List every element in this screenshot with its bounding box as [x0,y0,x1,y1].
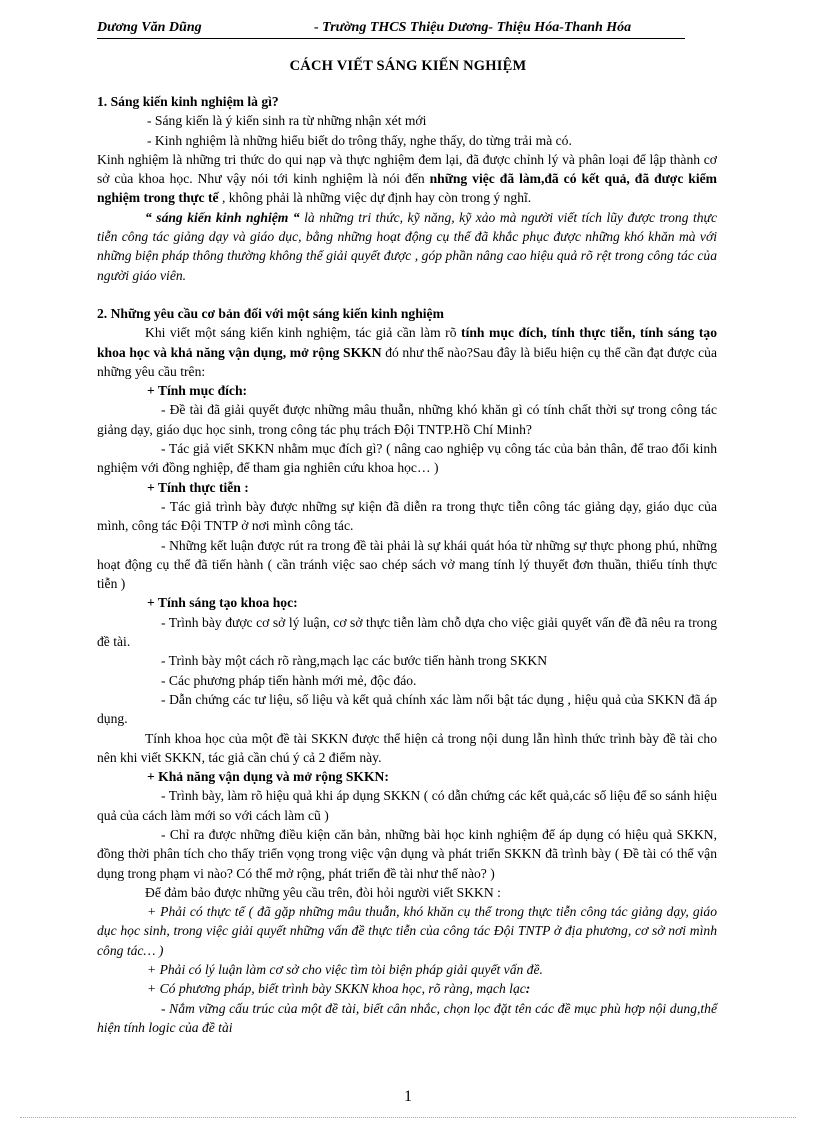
heading-tinh-thuc-tien: + Tính thực tiễn : [147,479,249,495]
section-1-heading: 1. Sáng kiến kinh nghiệm là gì? [97,94,279,109]
st-item-2: - Trình bày một cách rõ ràng,mạch lạc các bước tiến hành trong SKKN [161,653,548,669]
s2-intro [97,323,717,381]
s1-p1-bold: những việc đã làm,đã có kết quả, đã được kiểm nghiệm trong thực tế [97,171,718,206]
s1-p1-a: Kinh nghiệm là những tri thức do qui nạp và thực nghiệm đem lại, đã được chỉnh lý và phân loại để lập thành cơ sở của khoa học. Như vậy nói tới kinh nghiệm là nói đến [97,151,717,187]
document-body [97,92,717,1037]
tt-item-2: - Những kết luận được rút ra trong đề tài phải là sự khái quát hóa từ những sự thực phong phú, những hoạt động cụ thể đã tiến hành ( cần tránh việc sao chép sách vở mang tính lý thuyết đơn thuần, thiếu tính thực tiễn ) [97,537,717,592]
s2-intro-c: đó như thế nào?Sau đây là biểu hiện cụ thể cần đạt được của những yêu cầu trên: [97,344,717,379]
header-author: Dương Văn Dũng [97,20,202,35]
requirement-3-detail: - Nắm vững cấu trúc của một đề tài, biết cân nhắc, chọn lọc đặt tên các đề mục phù hợp nội dung,thể hiện tính logic của đề tài [97,1000,717,1035]
section-2-heading: 2. Những yêu cầu cơ bản đối với một sáng kiến kinh nghiệm [97,305,444,321]
vd-item-1: - Trình bày, làm rõ hiệu quả khi áp dụng SKKN ( có dẫn chứng các kết quả,các số liệu để so sánh hiệu quả của cách làm mới so với cách làm cũ ) [97,788,717,823]
spacer [97,285,717,304]
requirement-2: + Phải có lý luận làm cơ sở cho việc tìm tòi biện pháp giải quyết vấn đề. [147,962,543,978]
document-title: CÁCH VIẾT SÁNG KIẾN NGHIỆM [289,58,527,74]
requirements-intro: Để đảm bảo được những yêu cầu trên, đòi hỏi người viết SKKN : [145,884,501,900]
requirement-1: + Phải có thực tế ( đã gặp những mâu thuẫn, khó khăn cụ thể trong thực tiễn công tác giảng dạy, giáo dục học sinh, trong việc giải quyết những vấn đề thực tiễn của công tác Đội TNTP ở địa phương, cơ sở nơi mình công tác… ) [97,904,717,958]
heading-tinh-muc-dich: + Tính mục đích: [147,383,248,399]
st-item-1: - Trình bày được cơ sở lý luận, cơ sở thực tiễn làm chỗ dựa cho việc giải quyết vấn đề đã nêu ra trong đề tài. [97,614,717,650]
header-school: - Trường THCS Thiệu Dương- Thiệu Hóa-Thanh Hóa [314,20,632,35]
s1-definition-text: là những tri thức, kỹ năng, kỹ xảo mà người viết tích lũy được trong thực tiễn công tác giảng dạy và giáo dục, bằng những hoạt động cụ thể đã khắc phục được những khó khăn mà với những biện pháp thông thường không thể giải quyết được , góp phần nâng cao hiệu quả rõ rệt trong công tác của người giáo viên. [97,209,717,283]
st-item-3: - Các phương pháp tiến hành mới mẻ, độc đáo. [161,672,417,688]
s1-line-1: - Sáng kiến là ý kiến sinh ra từ những nhận xét mới [147,113,427,129]
st-summary: Tính khoa học của một đề tài SKKN được thể hiện cả trong nội dung lẫn hình thức trình bày đề tài cho nên khi viết SKKN, tác giả cần chú ý cả 2 điểm này. [97,730,717,765]
page-header [97,20,685,39]
md-item-2: - Tác giả viết SKKN nhằm mục đích gì? ( nâng cao nghiệp vụ công tác của bản thân, để trao đổi kinh nghiệm với đồng nghiệp, để tham gia nghiên cứu khoa học… ) [97,441,717,476]
requirement-3 [97,979,717,998]
s1-p1-c: , không phải là những việc dự định hay còn trong ý nghĩ. [218,190,532,206]
vd-item-2: - Chỉ ra được những điều kiện căn bản, những bài học kinh nghiệm để áp dụng có hiệu quả SKKN, đồng thời phân tích cho thấy triển vọng trong việc vận dụng và phát triển SKKN đã trình bày ( Đề tài có thể vận dụng trong phạm vi nào? Có thể mở rộng, phát triển đề tài như thế nào? ) [97,826,717,881]
s2-intro-a: Khi viết một sáng kiến kinh nghiệm, tác giả cần làm rõ [145,325,462,341]
s1-paragraph-1 [97,150,717,208]
heading-sang-tao-khoa-hoc: + Tính sáng tạo khoa học: [147,595,298,611]
st-item-4: - Dẫn chứng các tư liệu, số liệu và kết quả chính xác làm nổi bật tác dụng , hiệu quả của SKKN đã áp dụng. [97,691,717,727]
requirement-3-text: + Có phương pháp, biết trình bày SKKN khoa học, rõ ràng, mạch lạc [147,981,526,997]
s1-definition-term: “ sáng kiến kinh nghiệm “ [145,209,300,225]
s1-line-2: - Kinh nghiệm là những hiểu biết do trông thấy, nghe thấy, do từng trải mà có. [147,132,572,148]
s2-intro-bold: tính mục đích, tính thực tiễn, tính sáng tạo khoa học và khả năng vận dụng, mở rộng SKKN [97,325,717,360]
heading-kha-nang-van-dung: + Khả năng vận dụng và mở rộng SKKN: [147,769,389,785]
s1-definition [97,208,717,285]
md-item-1: - Đề tài đã giải quyết được những mâu thuẫn, những khó khăn gì có tính chất thời sự trong công tác giảng dạy, giáo dục học sinh, trong công tác phụ trách Đội TNTP.Hồ Chí Minh? [97,402,717,437]
requirement-3-colon: : [525,981,531,997]
page-bottom-divider [20,1117,796,1118]
tt-item-1: - Tác giả trình bày được những sự kiện đã diễn ra trong thực tiễn công tác giảng dạy, giáo dục của mình, công tác Đội TNTP ở nơi mình công tác. [97,498,717,534]
page-number: 1 [404,1088,412,1105]
